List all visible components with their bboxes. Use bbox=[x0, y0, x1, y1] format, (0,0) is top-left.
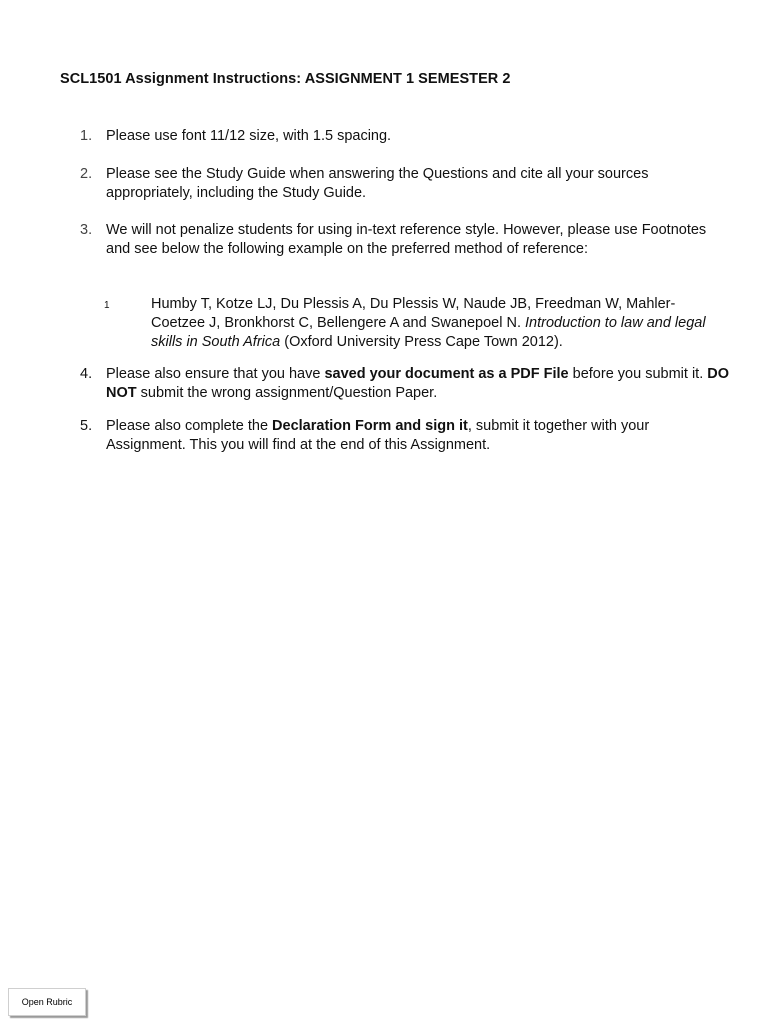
footnote-authors: Humby T, Kotze LJ, Du Plessis A, Du Plessis W, Naude JB, Freedman W, Mahler-Coetzee J, Bronkhorst C, Bellengere A and Swanepoel N. bbox=[151, 296, 676, 331]
footnote-example bbox=[100, 295, 720, 352]
instruction-item-4 bbox=[80, 365, 730, 403]
instruction-text-part: before you submit it. bbox=[568, 366, 708, 382]
instruction-item-1 bbox=[80, 127, 730, 146]
instruction-bold-text: saved your document as a PDF File bbox=[324, 366, 569, 382]
instruction-text-part: Please also complete the bbox=[106, 418, 273, 434]
footnote-book-title: Introduction to law and legal skills in South Africa bbox=[151, 315, 706, 350]
instruction-text bbox=[106, 417, 730, 455]
instruction-text bbox=[106, 365, 730, 403]
instruction-number: 5. bbox=[80, 418, 93, 434]
instruction-item-3 bbox=[80, 221, 730, 259]
instruction-bold-text: Declaration Form and sign it bbox=[272, 418, 468, 434]
instruction-number: 2. bbox=[80, 166, 93, 182]
instruction-text-part: submit the wrong assignment/Question Paper. bbox=[136, 385, 438, 401]
instruction-text-part: Please also ensure that you have bbox=[106, 366, 325, 382]
footnote-marker: 1 bbox=[104, 300, 110, 311]
footnote-publisher: (Oxford University Press Cape Town 2012). bbox=[280, 334, 563, 350]
instruction-number: 3. bbox=[80, 222, 93, 238]
instruction-text-part: , submit it together with your Assignment. This you will find at the end of this Assignment. bbox=[106, 418, 650, 453]
instruction-item-5 bbox=[80, 417, 730, 455]
footnote-text bbox=[151, 295, 720, 352]
open-rubric-button[interactable]: Open Rubric bbox=[8, 988, 86, 1016]
instruction-text: Please use font 11/12 size, with 1.5 spacing. bbox=[106, 128, 392, 144]
instruction-bold-text: DO NOT bbox=[106, 366, 729, 401]
instruction-item-2 bbox=[80, 165, 730, 203]
instruction-number: 4. bbox=[80, 366, 93, 382]
instruction-number: 1. bbox=[80, 128, 93, 144]
instruction-text: We will not penalize students for using in-text reference style. However, please use Footnotes and see below the following example on the preferred method of reference: bbox=[106, 222, 707, 257]
instruction-text: Please see the Study Guide when answering the Questions and cite all your sources appropriately, including the Study Guide. bbox=[106, 166, 649, 201]
document-title: SCL1501 Assignment Instructions: ASSIGNMENT 1 SEMESTER 2 bbox=[60, 71, 511, 87]
